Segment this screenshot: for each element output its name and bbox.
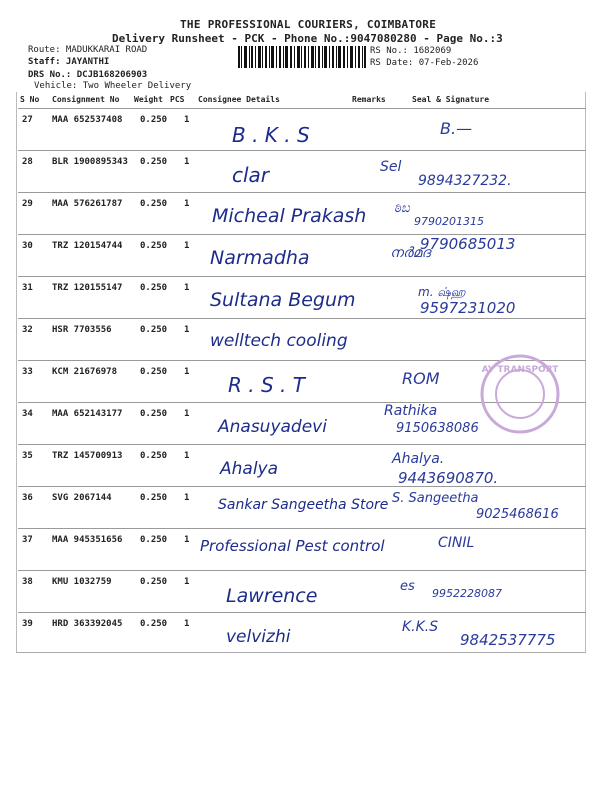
table-row: [18, 108, 586, 151]
header-weight: Weight: [134, 95, 163, 104]
route-label: Route: MADUKKARAI ROAD: [28, 45, 148, 55]
row-pcs: 1: [184, 115, 190, 125]
row-pcs: 1: [184, 241, 190, 251]
row-sno: 27: [22, 115, 33, 125]
row-consignment: MAA 652143177: [52, 409, 123, 419]
row-signature: ROM: [402, 369, 440, 388]
row-weight: 0.250: [140, 115, 168, 125]
row-signature: നർമദ: [390, 245, 431, 261]
row-sno: 39: [22, 619, 33, 629]
row-sno: 30: [22, 241, 33, 251]
row-phone: 9894327232.: [418, 173, 512, 189]
table-row: [18, 528, 586, 571]
row-consignee: B . K . S: [232, 123, 310, 147]
row-weight: 0.250: [140, 619, 168, 629]
row-consignment: TRZ 120155147: [52, 283, 123, 293]
row-consignee: Narmadha: [210, 247, 310, 269]
row-consignee: Anasuyadevi: [218, 417, 327, 437]
row-signature: ಠಿಬ: [394, 201, 410, 216]
row-phone: 9952228087: [432, 587, 502, 600]
row-pcs: 1: [184, 493, 190, 503]
row-phone: 9790685013: [420, 235, 516, 253]
row-sno: 38: [22, 577, 33, 587]
row-signature: B.—: [440, 119, 473, 138]
rs-number: RS No.: 1682069: [370, 46, 452, 56]
row-consignee: Micheal Prakash: [212, 205, 367, 227]
row-weight: 0.250: [140, 157, 168, 167]
row-weight: 0.250: [140, 409, 168, 419]
row-consignment: KCM 21676978: [52, 367, 118, 377]
row-signature: es: [400, 579, 415, 594]
row-consignment: SVG 2067144: [52, 493, 112, 503]
staff-label: Staff: JAYANTHI: [28, 57, 110, 67]
row-consignee: Lawrence: [226, 585, 318, 607]
row-consignment: KMU 1032759: [52, 577, 112, 587]
row-consignee: R . S . T: [228, 373, 305, 397]
row-signature: S. Sangeetha: [392, 491, 479, 506]
row-signature: Sel: [380, 159, 402, 175]
row-weight: 0.250: [140, 325, 168, 335]
row-sno: 31: [22, 283, 33, 293]
header-pcs: PCS: [170, 95, 185, 104]
row-consignment: HSR 7703556: [52, 325, 112, 335]
header-sno: S No: [20, 95, 40, 104]
row-consignment: TRZ 145700913: [52, 451, 123, 461]
row-consignment: HRD 363392045: [52, 619, 123, 629]
row-weight: 0.250: [140, 367, 168, 377]
row-pcs: 1: [184, 367, 190, 377]
row-pcs: 1: [184, 409, 190, 419]
row-phone: 9842537775: [460, 631, 556, 649]
row-pcs: 1: [184, 283, 190, 293]
row-phone: 9150638086: [396, 421, 479, 436]
row-consignee: Ahalya: [220, 459, 279, 479]
row-weight: 0.250: [140, 535, 168, 545]
row-consignment: BLR 1900895343: [52, 157, 128, 167]
drs-label: DRS No.: DCJB168206903: [28, 70, 148, 80]
row-consignment: MAA 945351656: [52, 535, 123, 545]
row-weight: 0.250: [140, 199, 168, 209]
row-sno: 28: [22, 157, 33, 167]
row-consignee: Sultana Begum: [210, 289, 356, 311]
page-title: THE PROFESSIONAL COURIERS, COIMBATORE: [180, 18, 437, 31]
row-phone: 9597231020: [420, 299, 516, 317]
table-row: [18, 192, 586, 235]
row-weight: 0.250: [140, 241, 168, 251]
table-row: [18, 570, 586, 613]
row-consignee: Sankar Sangeetha Store: [218, 497, 389, 513]
header-consignment: Consignment No: [52, 95, 120, 104]
runsheet-subtitle: Delivery Runsheet - PCK - Phone No.:9047080280 - Page No.:3: [112, 32, 503, 45]
row-consignment: MAA 576261787: [52, 199, 123, 209]
row-signature: K.K.S: [402, 619, 439, 635]
row-sno: 34: [22, 409, 33, 419]
barcode: [238, 46, 366, 68]
rs-date: RS Date: 07-Feb-2026: [370, 58, 479, 68]
table-row: [18, 486, 586, 529]
table-row: [18, 612, 586, 655]
table-row: [18, 150, 586, 193]
row-phone: 9790201315: [414, 215, 484, 228]
row-signature: Rathika: [384, 403, 438, 419]
stamp-text: AY TRANSPORT: [481, 365, 559, 375]
row-pcs: 1: [184, 451, 190, 461]
vehicle-label: Vehicle: Two Wheeler Delivery: [34, 81, 192, 91]
row-signature: m. ஷ்ஹ: [418, 285, 466, 299]
row-signature: CINIL: [438, 535, 475, 551]
row-consignment: TRZ 120154744: [52, 241, 123, 251]
row-sno: 37: [22, 535, 33, 545]
company-stamp: [478, 352, 562, 436]
row-pcs: 1: [184, 199, 190, 209]
row-weight: 0.250: [140, 283, 168, 293]
row-sno: 35: [22, 451, 33, 461]
row-consignee: welltech cooling: [210, 331, 348, 351]
header-seal: Seal & Signature: [412, 95, 490, 104]
header-remarks: Remarks: [352, 95, 386, 104]
row-pcs: 1: [184, 535, 190, 545]
table-row: [18, 276, 586, 319]
row-weight: 0.250: [140, 577, 168, 587]
row-pcs: 1: [184, 619, 190, 629]
row-sno: 29: [22, 199, 33, 209]
header-consignee: Consignee Details: [198, 95, 280, 104]
row-consignee: Professional Pest control: [200, 537, 385, 555]
row-sno: 36: [22, 493, 33, 503]
row-pcs: 1: [184, 157, 190, 167]
row-consignment: MAA 652537408: [52, 115, 123, 125]
row-sno: 32: [22, 325, 33, 335]
row-consignee: clar: [232, 163, 270, 187]
row-pcs: 1: [184, 577, 190, 587]
row-phone: 9025468616: [476, 507, 559, 522]
table-row: [18, 234, 586, 277]
row-weight: 0.250: [140, 493, 168, 503]
row-weight: 0.250: [140, 451, 168, 461]
row-signature: Ahalya.: [392, 451, 445, 467]
row-phone: 9443690870.: [398, 469, 499, 487]
row-pcs: 1: [184, 325, 190, 335]
row-consignee: velvizhi: [226, 627, 291, 647]
table-row: [18, 444, 586, 487]
row-sno: 33: [22, 367, 33, 377]
